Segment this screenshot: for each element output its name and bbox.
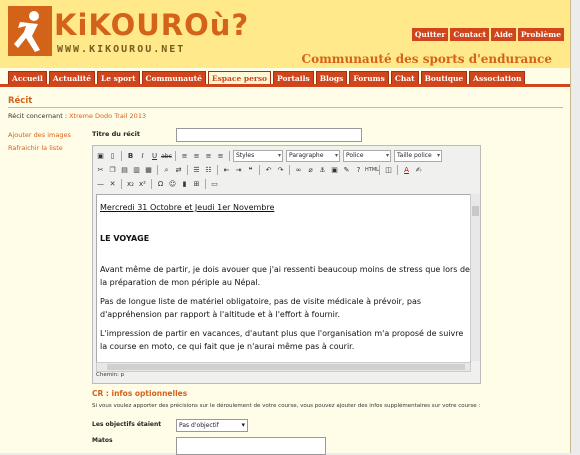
fullscreen-icon[interactable]: ▭ xyxy=(211,179,218,188)
align-justify-icon[interactable]: ≡ xyxy=(217,151,224,160)
underline-icon[interactable]: U xyxy=(151,151,158,160)
story-heading: LE VOYAGE xyxy=(100,234,150,243)
save-icon[interactable]: ▣ xyxy=(97,151,104,160)
story-paragraph: Pas de longue liste de matériel obligatoire, pas de visite médicale à prévoir, pas d'appréhension par rapport à l'altitude et à l'effort à fournir. xyxy=(100,297,422,319)
paragraph-select[interactable]: Paragraphe ▾ xyxy=(286,150,340,162)
tab-association[interactable]: Association xyxy=(469,71,525,86)
toolbar-row-2 xyxy=(95,164,424,176)
tab-boutique[interactable]: Boutique xyxy=(421,71,468,86)
remove-format-icon[interactable]: ✕ xyxy=(109,179,116,188)
tab-communaute[interactable]: Communauté xyxy=(142,71,206,86)
nav-underline xyxy=(0,84,570,87)
logo-url: WWW.KIKOUROU.NET xyxy=(57,44,186,55)
subscript-icon[interactable]: x₂ xyxy=(127,179,134,188)
redo-icon[interactable]: ↷ xyxy=(277,165,284,174)
new-document-icon[interactable]: ▯ xyxy=(110,151,115,160)
add-images-link[interactable]: Ajouter des images xyxy=(8,131,71,139)
story-date: Mercredi 31 Octobre et Jeudi 1er Novembre xyxy=(100,203,275,212)
bold-icon[interactable]: B xyxy=(127,151,134,160)
media-icon[interactable]: ▮ xyxy=(182,179,187,188)
cleanup-icon[interactable]: ✎ xyxy=(343,165,350,174)
table-icon[interactable]: ⊞ xyxy=(193,179,200,188)
align-center-icon[interactable]: ≡ xyxy=(193,151,200,160)
site-tagline: Communauté des sports d'endurance xyxy=(301,52,552,66)
section-title: Récit xyxy=(8,96,33,106)
font-size-select[interactable]: Taille police ▾ xyxy=(394,150,442,162)
replace-icon[interactable]: ⇄ xyxy=(175,165,182,174)
objectives-select[interactable]: Pas d'objectif ▾ xyxy=(176,419,248,432)
editor-content[interactable] xyxy=(96,194,471,363)
paste-word-icon[interactable]: ▦ xyxy=(145,165,152,174)
toolbar-separator xyxy=(157,165,158,175)
tab-blogs[interactable]: Blogs xyxy=(316,71,348,86)
toolbar-row-1 xyxy=(95,150,444,162)
runner-logo-icon[interactable] xyxy=(8,6,52,56)
text-color-icon[interactable]: A xyxy=(404,165,409,174)
undo-icon[interactable]: ↶ xyxy=(265,165,272,174)
font-select[interactable]: Police ▾ xyxy=(343,150,391,162)
toolbar-separator xyxy=(205,179,206,189)
story-paragraph: Avant même de partir, je dois avouer que j'ai ressenti beaucoup moins de stress que lors de la préparation de mon périple au Népal. xyxy=(100,265,470,287)
superscript-icon[interactable]: x² xyxy=(139,179,146,188)
tab-accueil[interactable]: Accueil xyxy=(8,71,47,86)
editor-horizontal-scrollbar[interactable] xyxy=(96,362,471,372)
image-icon[interactable]: ▣ xyxy=(331,165,338,174)
align-left-icon[interactable]: ≡ xyxy=(181,151,188,160)
toolbar-separator xyxy=(397,165,398,175)
toolbar-separator xyxy=(259,165,260,175)
copy-icon[interactable]: ❐ xyxy=(109,165,116,174)
tab-espace-perso[interactable]: Espace perso xyxy=(208,71,271,86)
tab-actualite[interactable]: Actualité xyxy=(49,71,95,86)
topnav-contact[interactable]: Contact xyxy=(450,28,489,41)
toolbar-separator xyxy=(151,179,152,189)
scrollbar-thumb[interactable] xyxy=(107,364,465,370)
indent-icon[interactable]: ⇥ xyxy=(235,165,242,174)
toolbar-separator xyxy=(289,165,290,175)
race-link[interactable]: Xtreme Dodo Trail 2013 xyxy=(69,112,147,120)
toolbar-separator xyxy=(175,151,176,161)
blockquote-icon[interactable]: ❝ xyxy=(248,165,253,174)
toolbar-separator xyxy=(121,151,122,161)
scrollbar-thumb[interactable] xyxy=(472,206,479,216)
tab-chat[interactable]: Chat xyxy=(391,71,419,86)
objectives-label: Les objectifs étaient xyxy=(92,421,162,428)
title-label: Titre du récit xyxy=(92,130,140,138)
help-icon[interactable]: ? xyxy=(356,165,361,174)
optional-info-text: Si vous voulez apporter des précisions sur le déroulement de votre course, vous pouvez ajouter des infos supplémentaires sur votre course : xyxy=(92,403,481,409)
numbered-list-icon[interactable]: ☷ xyxy=(205,165,212,174)
find-icon[interactable]: ⌕ xyxy=(164,165,169,174)
tab-portails[interactable]: Portails xyxy=(273,71,314,86)
bullet-list-icon[interactable]: ☰ xyxy=(193,165,200,174)
paste-text-icon[interactable]: ▥ xyxy=(133,165,140,174)
toolbar-separator xyxy=(217,165,218,175)
race-reference-label: Récit concernant : xyxy=(8,112,68,120)
toolbar-separator xyxy=(229,151,230,161)
unlink-icon[interactable]: ⌀ xyxy=(308,165,313,174)
toolbar-row-3 xyxy=(95,178,220,190)
preview-icon[interactable]: ◫ xyxy=(385,165,392,174)
anchor-icon[interactable]: ⚓ xyxy=(319,165,326,174)
topnav-probleme[interactable]: Problème xyxy=(518,28,564,41)
cut-icon[interactable]: ✂ xyxy=(97,165,104,174)
code-icon[interactable]: HTML xyxy=(365,166,379,173)
align-right-icon[interactable]: ≡ xyxy=(205,151,212,160)
site-header xyxy=(0,0,570,68)
refresh-list-link[interactable]: Rafraichir la liste xyxy=(8,144,63,152)
emoticon-icon[interactable]: ☺ xyxy=(168,179,177,188)
gear-label: Matos xyxy=(92,437,113,444)
title-input[interactable] xyxy=(176,128,362,142)
story-paragraph: L'impression de partir en vacances, d'autant plus que l'organisation m'a proposé de suivre la course en moto, ce qui fait que je n'aurai même pas à courir. xyxy=(100,329,464,351)
strikethrough-icon[interactable]: abc xyxy=(161,152,172,160)
outdent-icon[interactable]: ⇤ xyxy=(223,165,230,174)
italic-icon[interactable]: I xyxy=(141,151,144,160)
rich-text-editor xyxy=(92,145,481,384)
gear-input[interactable] xyxy=(176,437,326,455)
special-char-icon[interactable]: Ω xyxy=(157,179,164,188)
link-icon[interactable]: ∞ xyxy=(295,165,302,174)
divider xyxy=(8,107,563,108)
highlight-color-icon[interactable]: ✍ xyxy=(415,165,422,174)
editor-vertical-scrollbar[interactable] xyxy=(470,194,480,361)
horizontal-rule-icon[interactable]: — xyxy=(97,179,104,188)
side-links xyxy=(8,129,71,155)
top-nav xyxy=(412,28,564,41)
topnav-quitter[interactable]: Quitter xyxy=(412,28,449,41)
tab-le-sport[interactable]: Le sport xyxy=(97,71,140,86)
topnav-aide[interactable]: Aide xyxy=(491,28,516,41)
toolbar-separator xyxy=(379,165,380,175)
editor-path: Chemin: p xyxy=(96,372,125,378)
tab-forums[interactable]: Forums xyxy=(349,71,388,86)
paste-icon[interactable]: ▤ xyxy=(121,165,128,174)
toolbar-separator xyxy=(121,179,122,189)
race-reference xyxy=(8,112,146,120)
logo-text[interactable]: KiKOUROù? xyxy=(54,8,250,42)
optional-info-title: CR : infos optionnelles xyxy=(92,389,188,398)
toolbar-separator xyxy=(187,165,188,175)
styles-select[interactable]: Styles ▾ xyxy=(233,150,283,162)
